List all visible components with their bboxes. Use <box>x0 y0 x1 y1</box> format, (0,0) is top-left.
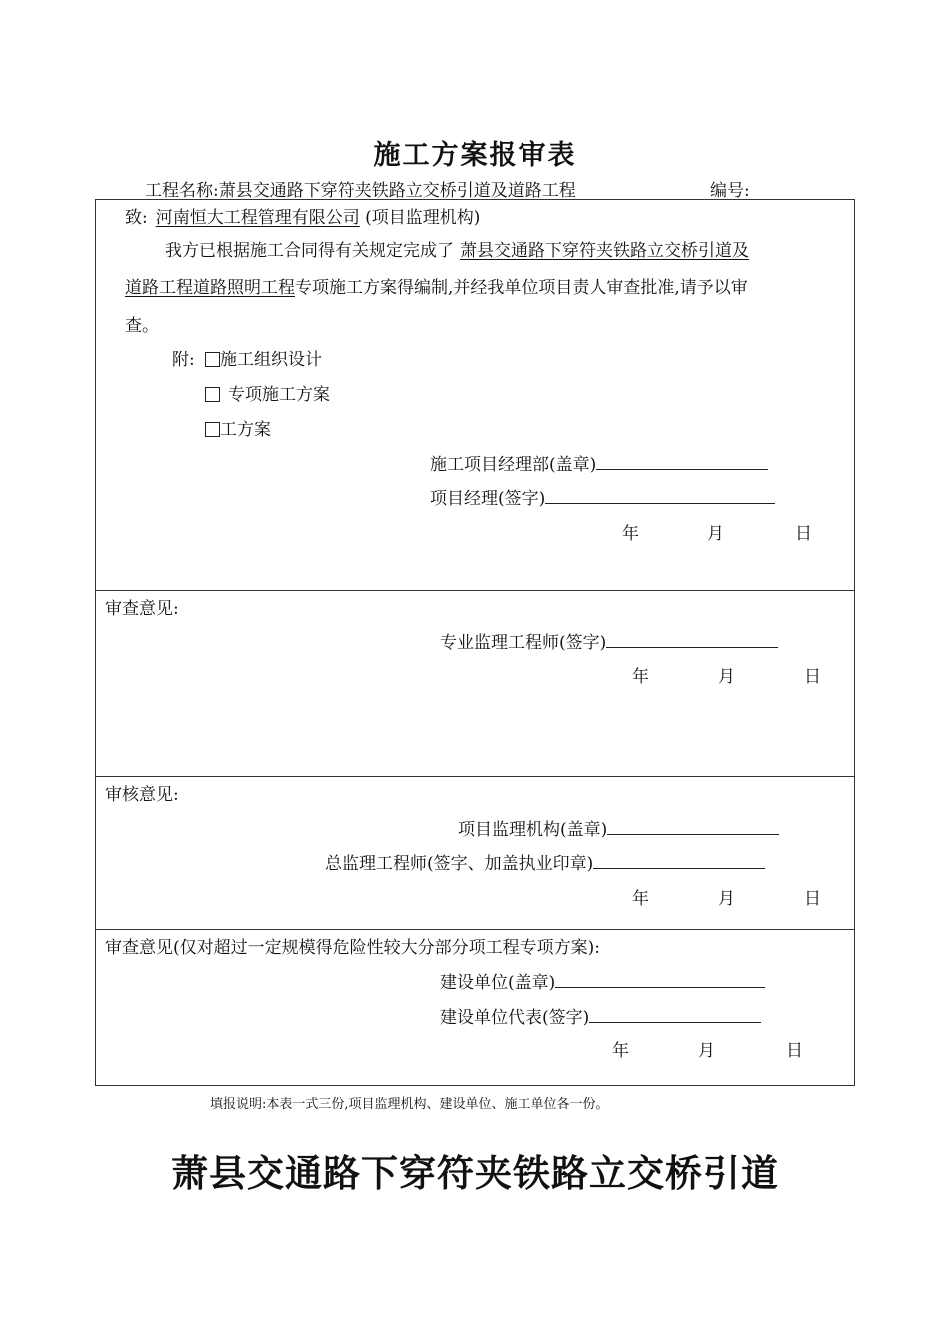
attachment-label: 附: <box>172 350 195 370</box>
signature-label: 项目监理机构(盖章) <box>458 820 608 840</box>
divider <box>95 776 855 777</box>
date-day: 日 <box>786 1041 803 1061</box>
attachment-text: 专项施工方案 <box>228 385 330 405</box>
body-line-3: 查。 <box>125 316 159 336</box>
project-dept-stamp <box>430 450 768 475</box>
date-year: 年 <box>612 1041 629 1061</box>
date-year: 年 <box>622 524 639 544</box>
signature-label: 施工项目经理部(盖章) <box>430 455 597 475</box>
divider <box>95 929 855 930</box>
signature-label: 总监理工程师(签字、加盖执业印章) <box>325 854 594 874</box>
serial-number-label: 编号: <box>710 181 750 201</box>
owner-unit-stamp <box>440 968 765 993</box>
signature-line[interactable] <box>589 1008 761 1023</box>
date-day: 日 <box>804 667 821 687</box>
supervision-org-stamp <box>458 815 779 840</box>
signature-line[interactable] <box>555 973 765 988</box>
attachment-item[interactable] <box>205 415 271 440</box>
project-name: 工程名称:萧县交通路下穿符夹铁路立交桥引道及道路工程 <box>145 181 576 201</box>
project-underline: 道路工程道路照明工程 <box>125 278 295 298</box>
signature-line[interactable] <box>545 489 775 504</box>
specialist-engineer-sign <box>440 628 778 653</box>
chief-engineer-sign <box>325 849 765 874</box>
signature-label: 项目经理(签字) <box>430 489 546 509</box>
signature-label: 建设单位(盖章) <box>440 973 556 993</box>
body-text: 我方已根据施工合同得有关规定完成了 <box>165 241 454 261</box>
signature-line[interactable] <box>593 854 765 869</box>
attachment-item[interactable] <box>205 345 322 370</box>
date-year: 年 <box>632 667 649 687</box>
project-manager-sign <box>430 484 775 509</box>
recipient-line <box>125 203 480 228</box>
attachment-item[interactable] <box>205 380 330 405</box>
project-underline: 萧县交通路下穿符夹铁路立交桥引道及 <box>460 241 749 261</box>
signature-label: 建设单位代表(签字) <box>440 1008 590 1028</box>
document-heading: 萧县交通路下穿符夹铁路立交桥引道 <box>171 1151 779 1195</box>
fill-instructions: 填报说明:本表一式三份,项目监理机构、建设单位、施工单位各一份。 <box>210 1097 609 1112</box>
review-heading: 审查意见: <box>105 599 179 619</box>
owner-rep-sign <box>440 1003 761 1028</box>
form-title: 施工方案报审表 <box>373 140 577 171</box>
signature-line[interactable] <box>596 455 768 470</box>
date-month: 月 <box>718 889 735 909</box>
owner-review-heading: 审查意见(仅对超过一定规模得危险性较大分部分项工程专项方案): <box>105 938 600 958</box>
audit-heading: 审核意见: <box>105 785 179 805</box>
checkbox-icon[interactable] <box>205 352 220 367</box>
supervision-org: 河南恒大工程管理有限公司 <box>155 208 360 228</box>
date-month: 月 <box>707 524 724 544</box>
signature-line[interactable] <box>607 820 779 835</box>
body-line-1 <box>165 236 749 261</box>
body-line-2 <box>125 273 748 298</box>
recipient-suffix: (项目监理机构) <box>365 208 481 228</box>
divider <box>95 590 855 591</box>
attachment-text: 施工组织设计 <box>220 350 322 370</box>
checkbox-icon[interactable] <box>205 422 220 437</box>
date-day: 日 <box>804 889 821 909</box>
checkbox-icon[interactable] <box>205 387 220 402</box>
date-month: 月 <box>698 1041 715 1061</box>
date-day: 日 <box>795 524 812 544</box>
signature-label: 专业监理工程师(签字) <box>440 633 607 653</box>
recipient-prefix: 致: <box>125 208 148 228</box>
signature-line[interactable] <box>606 633 778 648</box>
date-year: 年 <box>632 889 649 909</box>
attachment-text: 工方案 <box>220 420 271 440</box>
body-text: 专项施工方案得编制,并经我单位项目责人审查批准,请予以审 <box>295 278 748 298</box>
date-month: 月 <box>718 667 735 687</box>
